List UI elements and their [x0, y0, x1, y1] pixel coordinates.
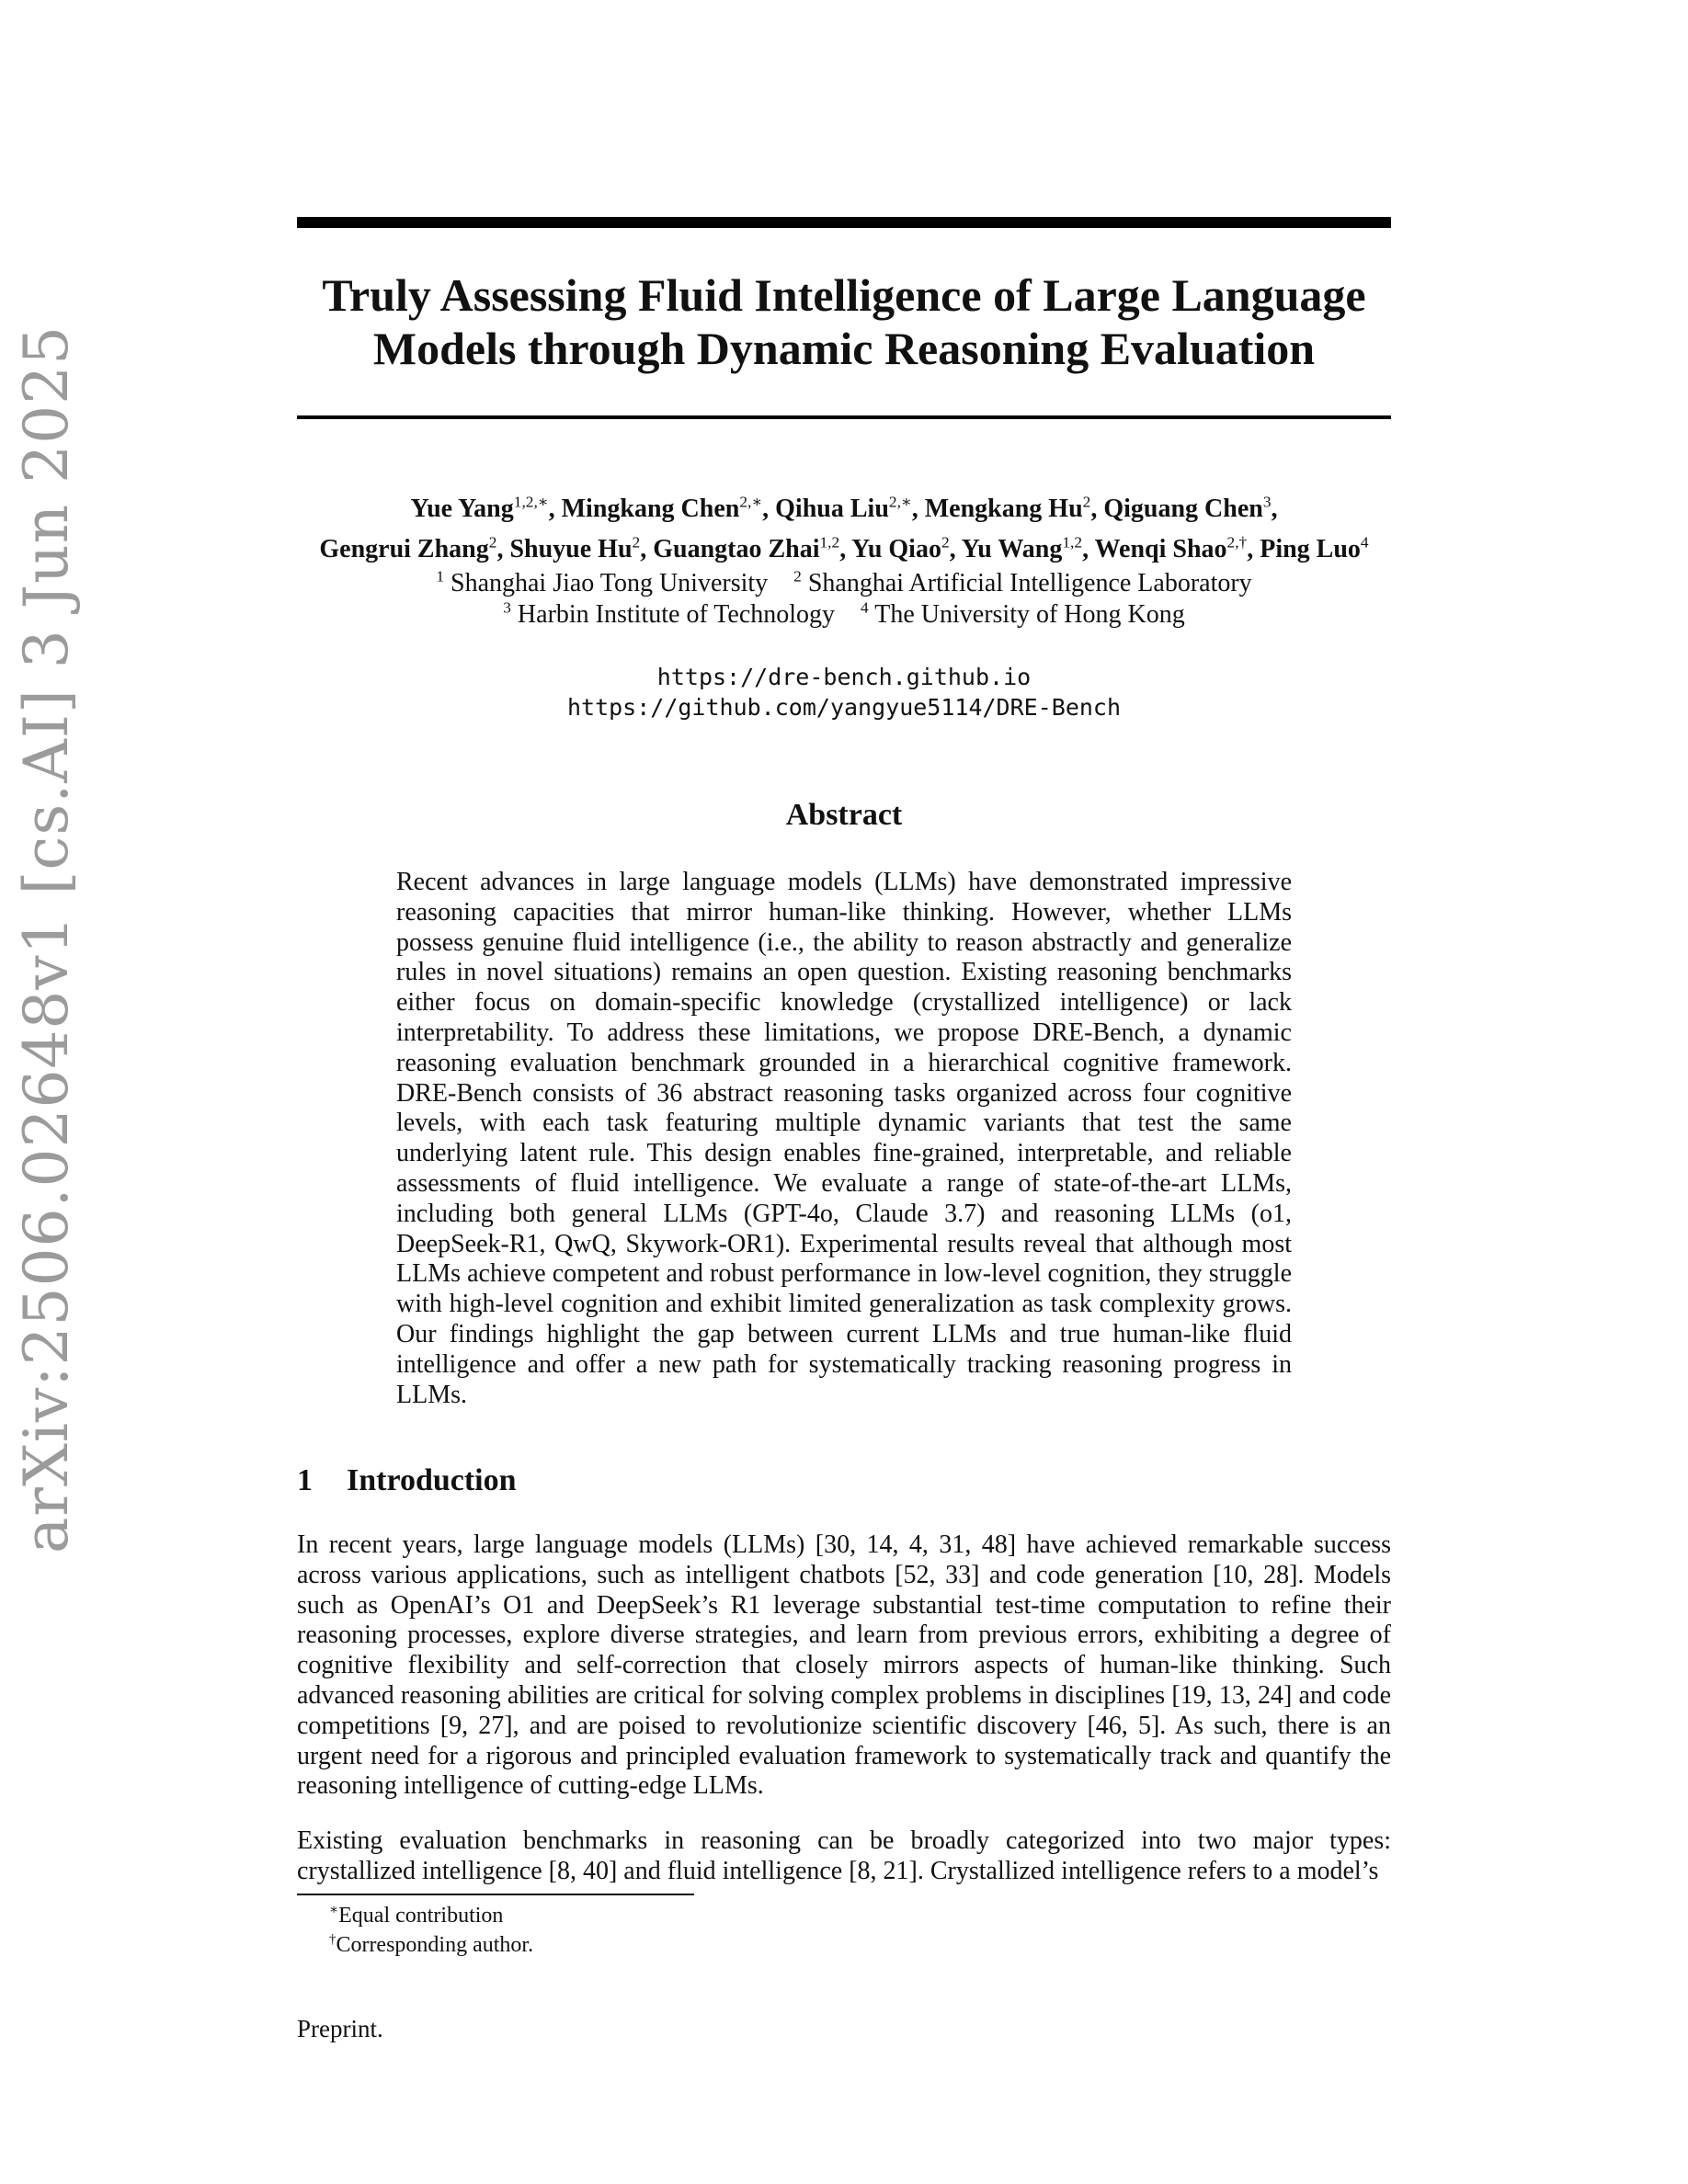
- section-title: Introduction: [347, 1463, 517, 1497]
- author-name: Yu Wang: [961, 535, 1063, 563]
- author-name: Yu Qiao: [851, 535, 941, 563]
- author-affiliation-mark: 4: [1360, 533, 1369, 552]
- affiliation-name: Harbin Institute of Technology: [517, 600, 836, 629]
- author-name: Mengkang Hu: [924, 495, 1083, 523]
- paper-title: [297, 268, 1391, 375]
- affiliation-line-1: [297, 568, 1391, 599]
- footnote-rule: [297, 1894, 694, 1895]
- abstract-heading: Abstract: [785, 798, 903, 832]
- author-name: Qihua Liu: [775, 495, 889, 523]
- affiliation-mark: 1: [436, 567, 444, 586]
- author-list: [267, 489, 1421, 570]
- introduction-paragraph-2: Existing evaluation benchmarks in reasoning can be broadly categorized into two major types: crystallized intelligence [8, 40] and fluid intelligence [8, 21]. Crystallized intelligence refers to a model’s: [297, 1826, 1391, 1885]
- author-affiliation-mark: 1,2,∗: [513, 493, 549, 511]
- affiliation-line-2: [297, 599, 1391, 631]
- author-affiliation-mark: 3: [1262, 493, 1272, 511]
- author-affiliation-mark: 2,∗: [888, 493, 912, 511]
- project-links: [297, 662, 1391, 722]
- paper-title-line-2: Models through Dynamic Reasoning Evaluation: [372, 323, 1316, 374]
- title-top-rule: [297, 217, 1391, 228]
- affiliation-name: The University of Hong Kong: [874, 600, 1185, 629]
- affiliation-mark: 2: [793, 567, 802, 586]
- author-affiliation-mark: 2,†: [1226, 533, 1248, 552]
- author-affiliation-mark: 2,∗: [739, 493, 763, 511]
- author-name: Ping Luo: [1260, 535, 1361, 563]
- footnote-equal-contribution: [329, 1901, 1028, 1930]
- title-bottom-rule: [297, 415, 1391, 419]
- author-affiliation-mark: 2: [941, 533, 950, 552]
- affiliation-name: Shanghai Artificial Intelligence Laboratory: [807, 569, 1252, 597]
- affiliation-name: Shanghai Jiao Tong University: [451, 569, 769, 597]
- author-affiliation-mark: 1,2: [819, 533, 840, 552]
- author-name: Mingkang Chen: [561, 495, 740, 523]
- preprint-label: Preprint.: [297, 2015, 383, 2042]
- author-name: Qiguang Chen: [1103, 495, 1263, 523]
- arxiv-identifier-stamp: arXiv:2506.02648v1 [cs.AI] 3 Jun 2025: [11, 324, 82, 1553]
- author-affiliation-mark: 1,2: [1062, 533, 1083, 552]
- author-name: Yue Yang: [410, 495, 514, 523]
- introduction-heading: [297, 1463, 517, 1498]
- paper-title-line-1: Truly Assessing Fluid Intelligence of Large Language: [322, 269, 1366, 321]
- abstract-text: Recent advances in large language models (LLMs) have demonstrated impressive reasoning capacities that mirror human-like thinking. However, whether LLMs possess genuine fluid intelligence (i.e., the ability to reason abstractly and generalize rules in novel situations) remains an open question. Existing reasoning benchmarks either focus on domain-specific knowledge (crystallized intelligence) or lack interpretability. To address these limitations, we propose DRE-Bench, a dynamic reasoning evaluation benchmark grounded in a hierarchical cognitive framework. DRE-Bench consists of 36 abstract reasoning tasks organized across four cognitive levels, with each task featuring multiple dynamic variants that test the same underlying latent rule. This design enables fine-grained, interpretable, and reliable assessments of fluid intelligence. We evaluate a range of state-of-the-art LLMs, including both general LLMs (GPT-4o, Claude 3.7) and reasoning LLMs (o1, DeepSeek-R1, QwQ, Skywork-OR1). Experimental results reveal that although most LLMs achieve competent and robust performance in low-level cognition, they struggle with high-level cognition and exhibit limited generalization as task complexity grows. Our findings highlight the gap between current LLMs and true human-like fluid intelligence and offer a new path for systematically tracking reasoning progress in LLMs.: [396, 868, 1292, 1409]
- footnotes: [329, 1901, 1028, 1960]
- footnote-text: Equal contribution: [338, 1904, 504, 1928]
- author-name: Gengrui Zhang: [319, 535, 489, 563]
- footnote-mark: ∗: [329, 1903, 339, 1917]
- affiliations: [297, 568, 1391, 631]
- introduction-paragraph-1: In recent years, large language models (LLMs) [30, 14, 4, 31, 48] have achieved remarkable success across various applications, such as intelligent chatbots [52, 33] and code generation [10, 28]. Models such as OpenAI’s O1 and DeepSeek’s R1 leverage substantial test-time computation to refine their reasoning processes, explore diverse strategies, and learn from previous errors, exhibiting a degree of cognitive flexibility and self-correction that closely mirrors aspects of human-like thinking. Such advanced reasoning abilities are critical for solving complex problems in disciplines [19, 13, 24] and code competitions [9, 27], and are poised to revolutionize scientific discovery [46, 5]. As such, there is an urgent need for a rigorous and principled evaluation framework to systematically track and quantify the reasoning intelligence of cutting-edge LLMs.: [297, 1530, 1391, 1801]
- author-name: Guangtao Zhai: [653, 535, 820, 563]
- author-name: Shuyue Hu: [509, 535, 633, 563]
- footnote-mark: †: [329, 1932, 336, 1947]
- author-affiliation-mark: 2: [632, 533, 641, 552]
- footnote-text: Corresponding author.: [336, 1933, 534, 1957]
- author-name: Wenqi Shao: [1094, 535, 1227, 563]
- author-affiliation-mark: 2: [488, 533, 497, 552]
- affiliation-mark: 4: [861, 598, 869, 617]
- affiliation-mark: 3: [503, 598, 511, 617]
- section-number: 1: [297, 1463, 313, 1497]
- footnote-corresponding-author: [329, 1930, 1028, 1960]
- github-repository-link[interactable]: https://github.com/yangyue5114/DRE-Bench: [566, 694, 1122, 721]
- author-line-1: Yue Yang$^{1,2,∗}$, Mingkang Chen$^{2,∗}$, Qihua Liu$^{2,∗}$, Mengkang Hu$^2$, Qiguang Chen$^3$,: [410, 493, 1278, 523]
- project-website-link[interactable]: https://dre-bench.github.io: [656, 664, 1032, 690]
- author-line-2: Gengrui Zhang$^2$, Shuyue Hu$^2$, Guangtao Zhai$^{1,2}$, Yu Qiao$^2$, Yu Wang$^{1,2}$, Wenqi Shao$^{2,\dagger}$, Ping Luo$^4$: [319, 533, 1369, 563]
- author-affiliation-mark: 2: [1082, 493, 1091, 511]
